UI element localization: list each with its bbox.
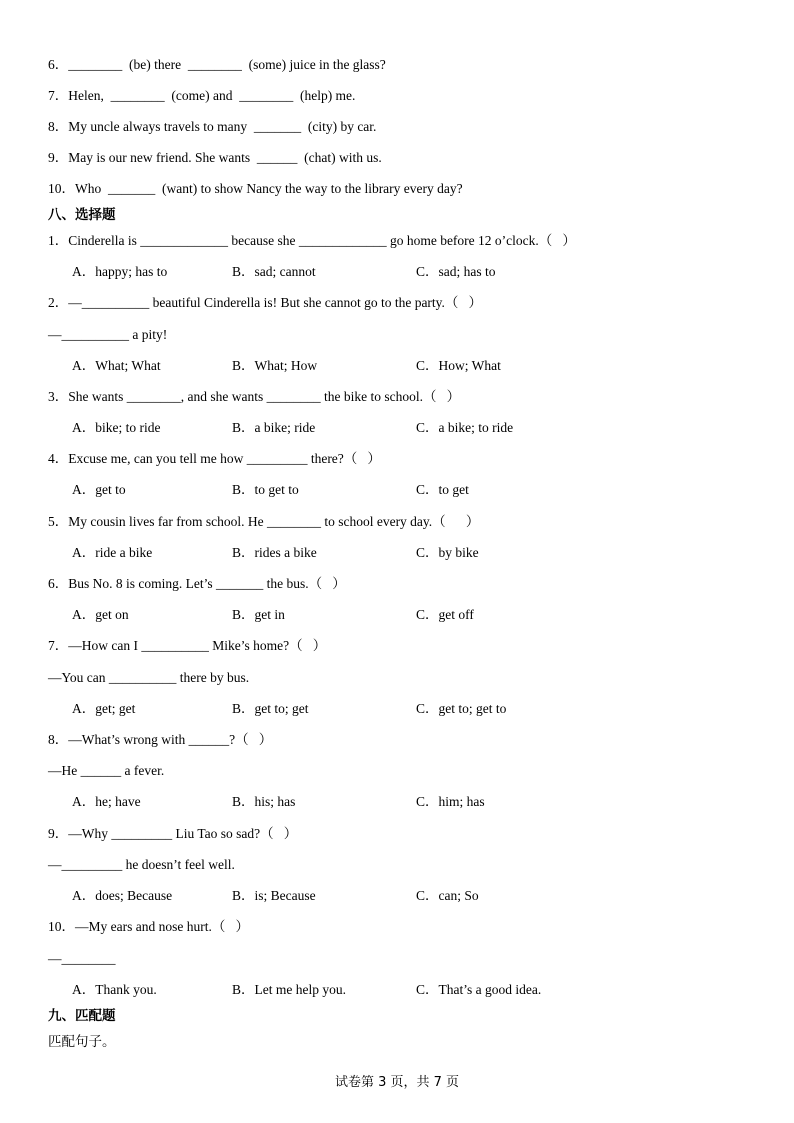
- option-b: B．his; has: [232, 794, 296, 809]
- fill-in-item-10: 10．Who _______ (want) to show Nancy the way to the library every day?: [48, 181, 463, 196]
- option-a: A．get to: [72, 482, 126, 497]
- option-c: C．to get: [416, 482, 469, 497]
- option-b: B．to get to: [232, 482, 299, 497]
- question-stem: 1．Cinderella is _____________ because she _____________ go home before 12 o’clock.（ ）: [48, 233, 576, 248]
- question-stem: 2．—__________ beautiful Cinderella is! But she cannot go to the party.（ ）: [48, 295, 483, 310]
- fill-in-item-7: 7．Helen, ________ (come) and ________ (help) me.: [48, 88, 356, 103]
- question-stem: 6．Bus No. 8 is coming. Let’s _______ the bus.（ ）: [48, 576, 346, 591]
- option-c: C．How; What: [416, 358, 501, 373]
- option-a: A．What; What: [72, 358, 161, 373]
- option-b: B．sad; cannot: [232, 264, 316, 279]
- fill-in-item-6: 6．________ (be) there ________ (some) juice in the glass?: [48, 57, 386, 72]
- option-b: B．get to; get: [232, 701, 309, 716]
- option-a: A．does; Because: [72, 888, 173, 903]
- option-c: C．get to; get to: [416, 701, 507, 716]
- option-c: C．can; So: [416, 888, 479, 903]
- question-stem-reply: —________: [48, 951, 116, 966]
- question-stem: 7．—How can I __________ Mike’s home?（ ）: [48, 638, 327, 653]
- option-b: B．a bike; ride: [232, 420, 316, 435]
- option-a: A．get on: [72, 607, 129, 622]
- option-a: A．he; have: [72, 794, 141, 809]
- question-stem: 9．—Why _________ Liu Tao so sad?（ ）: [48, 826, 298, 841]
- fill-in-item-9: 9．May is our new friend. She wants ______ (chat) with us.: [48, 150, 382, 165]
- option-b: B．is; Because: [232, 888, 316, 903]
- section-9-title: 九、匹配题: [48, 1008, 116, 1024]
- option-a: A．ride a bike: [72, 545, 153, 560]
- option-a: A．bike; to ride: [72, 420, 161, 435]
- option-b: B．rides a bike: [232, 545, 317, 560]
- option-c: C．get off: [416, 607, 474, 622]
- page-footer: 试卷第 3 页，共 7 页: [334, 1075, 460, 1090]
- section-8-title: 八、选择题: [48, 207, 116, 223]
- option-a: A．Thank you.: [72, 982, 157, 997]
- option-a: A．get; get: [72, 701, 136, 716]
- question-stem: 8．—What’s wrong with ______?（ ）: [48, 732, 273, 747]
- section-9-instruction: 匹配句子。: [48, 1034, 116, 1050]
- question-stem: 5．My cousin lives far from school. He ________ to school every day.（ ）: [48, 514, 480, 529]
- question-stem-reply: —__________ a pity!: [48, 327, 168, 342]
- question-stem: 10．—My ears and nose hurt.（ ）: [48, 919, 249, 934]
- option-b: B．Let me help you.: [232, 982, 346, 997]
- option-a: A．happy; has to: [72, 264, 168, 279]
- option-c: C．a bike; to ride: [416, 420, 514, 435]
- option-b: B．get in: [232, 607, 285, 622]
- fill-in-item-8: 8．My uncle always travels to many _______ (city) by car.: [48, 119, 377, 134]
- question-stem: 3．She wants ________, and she wants ________ the bike to school.（ ）: [48, 389, 461, 404]
- question-stem-reply: —You can __________ there by bus.: [48, 670, 250, 685]
- option-c: C．him; has: [416, 794, 485, 809]
- option-b: B．What; How: [232, 358, 318, 373]
- option-c: C．sad; has to: [416, 264, 496, 279]
- question-stem-reply: —He ______ a fever.: [48, 763, 165, 778]
- option-c: C．by bike: [416, 545, 479, 560]
- question-stem-reply: —_________ he doesn’t feel well.: [48, 857, 235, 872]
- question-stem: 4．Excuse me, can you tell me how _________ there?（ ）: [48, 451, 381, 466]
- option-c: C．That’s a good idea.: [416, 982, 542, 997]
